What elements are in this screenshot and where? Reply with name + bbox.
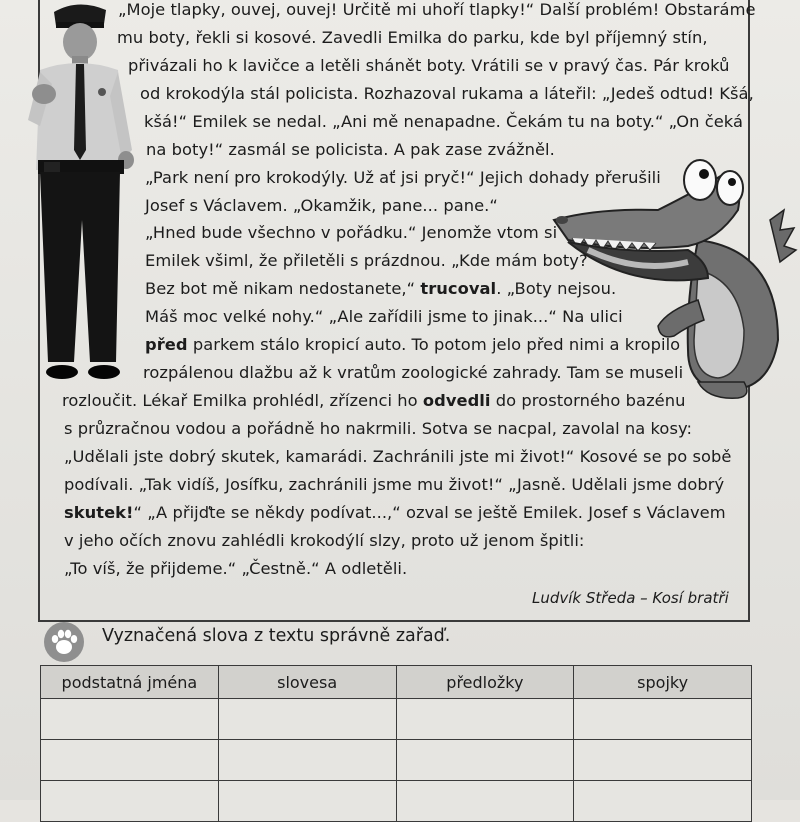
story-line-13 bbox=[145, 335, 680, 354]
story-author: Ludvík Středa – Kosí bratři bbox=[532, 589, 729, 607]
answer-cell[interactable] bbox=[41, 781, 219, 822]
story-line-11 bbox=[145, 279, 616, 298]
answer-cell[interactable] bbox=[218, 699, 396, 740]
story-text: do prostorného bazénu bbox=[490, 391, 686, 410]
policeman-illustration bbox=[14, 0, 142, 390]
table-row bbox=[41, 699, 752, 740]
column-header-verbs: slovesa bbox=[218, 666, 396, 699]
answer-cell[interactable] bbox=[41, 699, 219, 740]
story-line-14: rozpálenou dlažbu až k vratům zoologické zahrady. Tam se museli bbox=[143, 363, 684, 382]
answer-cell[interactable] bbox=[396, 699, 574, 740]
story-line-16: s průzračnou vodou a pořádně ho nakrmili. Sotva se nacpal, zavolal na kosy: bbox=[64, 419, 693, 438]
story-line-10: Emilek všiml, že přiletěli s prázdnou. „Kde mám boty? bbox=[145, 251, 588, 270]
story-line-6: na boty!“ zasmál se policista. A pak zase zvážněl. bbox=[146, 140, 555, 159]
highlighted-word-odvedli: odvedli bbox=[422, 391, 491, 410]
answer-cell[interactable] bbox=[218, 740, 396, 781]
story-line-12: Máš moc velké nohy.“ „Ale zařídili jsme to jinak...“ Na ulici bbox=[145, 307, 623, 326]
answer-table bbox=[40, 665, 752, 822]
column-header-conjunctions: spojky bbox=[574, 666, 752, 699]
table-header-row bbox=[41, 666, 752, 699]
story-line-17: „Udělali jste dobrý skutek, kamarádi. Zachránili jste mi život!“ Kosové se po sobě bbox=[64, 447, 732, 466]
answer-cell[interactable] bbox=[574, 781, 752, 822]
story-line-18: podívali. „Tak vidíš, Josífku, zachránili jsme mu život!“ „Jasně. Udělali jsme dobrý bbox=[64, 475, 725, 494]
highlighted-word-trucoval: trucoval bbox=[420, 279, 497, 298]
column-header-nouns: podstatná jména bbox=[41, 666, 219, 699]
story-line-9: „Hned bude všechno v pořádku.“ Jenomže vtom si bbox=[145, 223, 558, 242]
story-line-15 bbox=[62, 391, 685, 410]
story-line-1: „Moje tlapky, ouvej, ouvej! Určitě mi uhoří tlapky!“ Další problém! Obstaráme bbox=[118, 0, 756, 19]
table-row bbox=[41, 781, 752, 822]
highlighted-word-skutek: skutek! bbox=[64, 503, 134, 522]
story-text: Bez bot mě nikam nedostanete,“ bbox=[145, 279, 421, 298]
exercise-instruction: Vyznačená slova z textu správně zařaď. bbox=[102, 626, 451, 646]
story-line-3: přivázali ho k lavičce a letěli shánět boty. Vrátili se v pravý čas. Pár kroků bbox=[128, 56, 730, 75]
story-line-21: „To víš, že přijdeme.“ „Čestně.“ A odletěli. bbox=[64, 559, 408, 578]
story-line-20: v jeho očích znovu zahlédli krokodýlí slzy, proto už jenom špitli: bbox=[64, 531, 585, 550]
story-line-19 bbox=[64, 503, 726, 522]
story-text: rozloučit. Lékař Emilka prohlédl, zřízenci ho bbox=[62, 391, 423, 410]
story-line-8: Josef s Václavem. „Okamžik, pane... pane.“ bbox=[145, 196, 498, 215]
answer-cell[interactable] bbox=[574, 699, 752, 740]
answer-cell[interactable] bbox=[574, 740, 752, 781]
story-line-5: kšá!“ Emilek se nedal. „Ani mě nenapadne. Čekám tu na boty.“ „On čeká bbox=[144, 112, 744, 131]
story-text: parkem stálo kropicí auto. To potom jelo před nimi a kropilo bbox=[187, 335, 681, 354]
answer-cell[interactable] bbox=[396, 781, 574, 822]
answer-cell[interactable] bbox=[218, 781, 396, 822]
story-line-7: „Park není pro krokodýly. Už ať jsi pryč!“ Jejich dohady přerušili bbox=[145, 168, 661, 187]
highlighted-word-pred: před bbox=[145, 335, 188, 354]
column-header-prepositions: předložky bbox=[396, 666, 574, 699]
story-line-2: mu boty, řekli si kosové. Zavedli Emilka do parku, kde byl příjemný stín, bbox=[117, 28, 708, 47]
paw-icon bbox=[44, 622, 84, 662]
story-text: . „Boty nejsou. bbox=[496, 279, 617, 298]
table-row bbox=[41, 740, 752, 781]
story-text: “ „A přijďte se někdy podívat...,“ ozval se ještě Emilek. Josef s Václavem bbox=[133, 503, 726, 522]
answer-cell[interactable] bbox=[396, 740, 574, 781]
answer-cell[interactable] bbox=[41, 740, 219, 781]
story-line-4: od krokodýla stál policista. Rozhazoval rukama a láteřil: „Jedeš odtud! Kšá, bbox=[140, 84, 754, 103]
